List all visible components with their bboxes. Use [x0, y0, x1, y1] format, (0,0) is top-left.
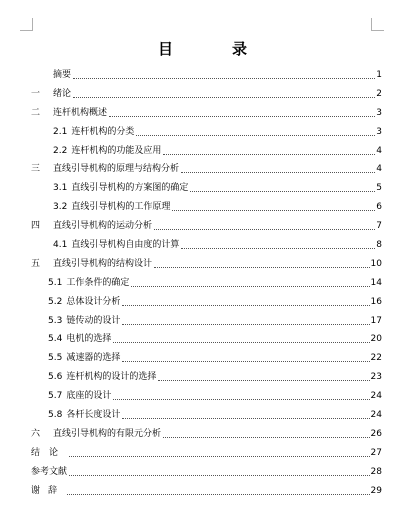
toc-entry-section-5-6[interactable] — [31, 368, 382, 387]
toc-entry-page: 3 — [376, 126, 382, 137]
toc-entry-abstract[interactable] — [31, 66, 382, 85]
toc-entry-number: 三 — [31, 164, 41, 175]
toc-leader-dots — [172, 210, 375, 211]
toc-entry-label: 连杆机构的功能及应用 — [71, 145, 162, 156]
toc-leader-dots — [69, 475, 370, 476]
toc-entry-conclusion[interactable] — [31, 444, 382, 463]
toc-entry-label: 谢辞 — [31, 485, 66, 496]
toc-leader-dots — [181, 248, 375, 249]
toc-entry-label: 工作条件的确定 — [66, 277, 130, 288]
toc-entry-label: 摘要 — [53, 70, 72, 80]
toc-entry-section-2-1[interactable] — [31, 123, 382, 142]
toc-entry-label: 直线引导机构自由度的计算 — [71, 240, 180, 251]
toc-entry-page: 2 — [376, 88, 382, 99]
toc-entry-page: 28 — [370, 466, 382, 477]
toc-entry-page: 17 — [370, 315, 382, 326]
toc-leader-dots — [163, 437, 370, 438]
toc-leader-dots — [113, 399, 369, 400]
toc-entry-chapter-6[interactable] — [31, 425, 382, 444]
toc-entry-page: 4 — [376, 164, 382, 175]
toc-entry-label: 直线引导机构的运动分析 — [53, 221, 153, 232]
toc-entry-number: 一 — [31, 88, 41, 99]
toc-entry-page: 5 — [376, 183, 382, 194]
toc-entry-label: 直线引导机构的方案图的确定 — [71, 183, 189, 194]
toc-entry-page: 24 — [370, 391, 382, 402]
toc-entry-label: 总体设计分析 — [66, 296, 121, 307]
toc-entry-references[interactable] — [31, 463, 382, 482]
toc-leader-dots — [154, 229, 375, 230]
toc-entry-page: 14 — [370, 277, 382, 288]
toc-entry-number: 5.8 — [48, 410, 63, 421]
toc-entry-page: 22 — [370, 353, 382, 364]
toc-entry-section-5-2[interactable] — [31, 293, 382, 312]
toc-entry-section-5-4[interactable] — [31, 330, 382, 349]
toc-leader-dots — [158, 380, 369, 381]
toc-entry-section-5-5[interactable] — [31, 349, 382, 368]
crop-mark-top-right — [371, 18, 384, 31]
toc-entry-label: 结论 — [31, 447, 68, 458]
toc-entry-section-5-3[interactable] — [31, 312, 382, 331]
toc-entry-label: 直线引导机构的结构设计 — [53, 258, 153, 269]
toc-entry-number: 5.7 — [48, 391, 63, 402]
toc-entry-number: 5.3 — [48, 315, 63, 326]
toc-entry-number: 2.1 — [53, 126, 68, 137]
toc-leader-dots — [122, 361, 369, 362]
toc-leader-dots — [163, 154, 375, 155]
toc-entry-page: 23 — [370, 372, 382, 383]
toc-entry-chapter-1[interactable] — [31, 85, 382, 104]
toc-entry-label: 连杆机构概述 — [53, 107, 108, 118]
toc-entry-number: 5.5 — [48, 353, 63, 364]
toc-entry-page: 7 — [376, 221, 382, 232]
toc-entry-label: 底座的设计 — [66, 391, 112, 402]
toc-leader-dots — [113, 342, 369, 343]
toc-leader-dots — [136, 135, 375, 136]
toc-entry-number: 五 — [31, 258, 41, 269]
toc-entry-page: 20 — [370, 334, 382, 345]
toc-entry-label: 直线引导机构的有限元分析 — [53, 428, 162, 439]
toc-leader-dots — [73, 97, 375, 98]
toc-leader-dots — [181, 172, 375, 173]
toc-entry-chapter-3[interactable] — [31, 160, 382, 179]
toc-entry-page: 4 — [376, 145, 382, 156]
toc-entry-section-2-2[interactable] — [31, 142, 382, 161]
toc-entry-label: 连杆机构的设计的选择 — [66, 372, 157, 383]
toc-entry-section-5-7[interactable] — [31, 387, 382, 406]
toc-entry-page: 16 — [370, 296, 382, 307]
toc-entry-page: 8 — [376, 240, 382, 251]
toc-entry-number: 四 — [31, 221, 41, 232]
toc-leader-dots — [131, 286, 369, 287]
toc-leader-dots — [190, 191, 375, 192]
toc-entry-number: 六 — [31, 428, 41, 439]
toc-entry-label: 电机的选择 — [66, 334, 112, 345]
toc-entry-page: 6 — [376, 202, 382, 213]
toc-entry-section-4-1[interactable] — [31, 236, 382, 255]
toc-entry-section-3-2[interactable] — [31, 198, 382, 217]
toc-entry-acknowledgements[interactable] — [31, 482, 382, 501]
toc-entry-label: 绪论 — [53, 88, 72, 99]
toc-entry-page: 26 — [370, 428, 382, 439]
toc-entry-label: 链传动的设计 — [66, 315, 121, 326]
toc-entry-section-5-8[interactable] — [31, 406, 382, 425]
toc-entry-page: 3 — [376, 107, 382, 118]
toc-entry-number: 5.4 — [48, 334, 63, 345]
toc-leader-dots — [122, 418, 369, 419]
toc-entry-section-3-1[interactable] — [31, 179, 382, 198]
toc-entry-chapter-4[interactable] — [31, 217, 382, 236]
toc-entry-page: 24 — [370, 410, 382, 421]
toc-leader-dots — [69, 456, 370, 457]
toc-leader-dots — [109, 116, 375, 117]
toc-entry-page: 10 — [370, 258, 382, 269]
toc-entry-page: 29 — [370, 485, 382, 496]
toc-entry-number: 4.1 — [53, 240, 68, 251]
toc-entry-number: 二 — [31, 107, 41, 118]
toc-entry-label: 直线引导机构的原理与结构分析 — [53, 164, 180, 175]
table-of-contents — [31, 66, 382, 500]
toc-entry-chapter-5[interactable] — [31, 255, 382, 274]
toc-entry-label: 连杆机构的分类 — [71, 126, 135, 137]
toc-entry-section-5-1[interactable] — [31, 274, 382, 293]
crop-mark-top-left — [20, 18, 33, 31]
toc-leader-dots — [122, 305, 369, 306]
toc-entry-number: 5.1 — [48, 277, 63, 288]
toc-leader-dots — [154, 267, 370, 268]
toc-entry-number: 3.1 — [53, 183, 68, 194]
page-title: 目 录 — [157, 40, 269, 58]
toc-leader-dots — [73, 78, 375, 79]
toc-entry-number: 3.2 — [53, 202, 68, 213]
toc-entry-number: 2.2 — [53, 145, 68, 156]
toc-leader-dots — [67, 494, 370, 495]
toc-entry-chapter-2[interactable] — [31, 104, 382, 123]
toc-entry-label: 参考文献 — [31, 466, 68, 477]
toc-entry-label: 直线引导机构的工作原理 — [71, 202, 171, 213]
toc-entry-page: 27 — [370, 447, 382, 458]
toc-entry-label: 各杆长度设计 — [66, 410, 121, 421]
toc-entry-number: 5.6 — [48, 372, 63, 383]
toc-entry-label: 减速器的选择 — [66, 353, 121, 364]
toc-entry-page: 1 — [376, 70, 382, 80]
toc-leader-dots — [122, 324, 369, 325]
toc-entry-number: 5.2 — [48, 296, 63, 307]
